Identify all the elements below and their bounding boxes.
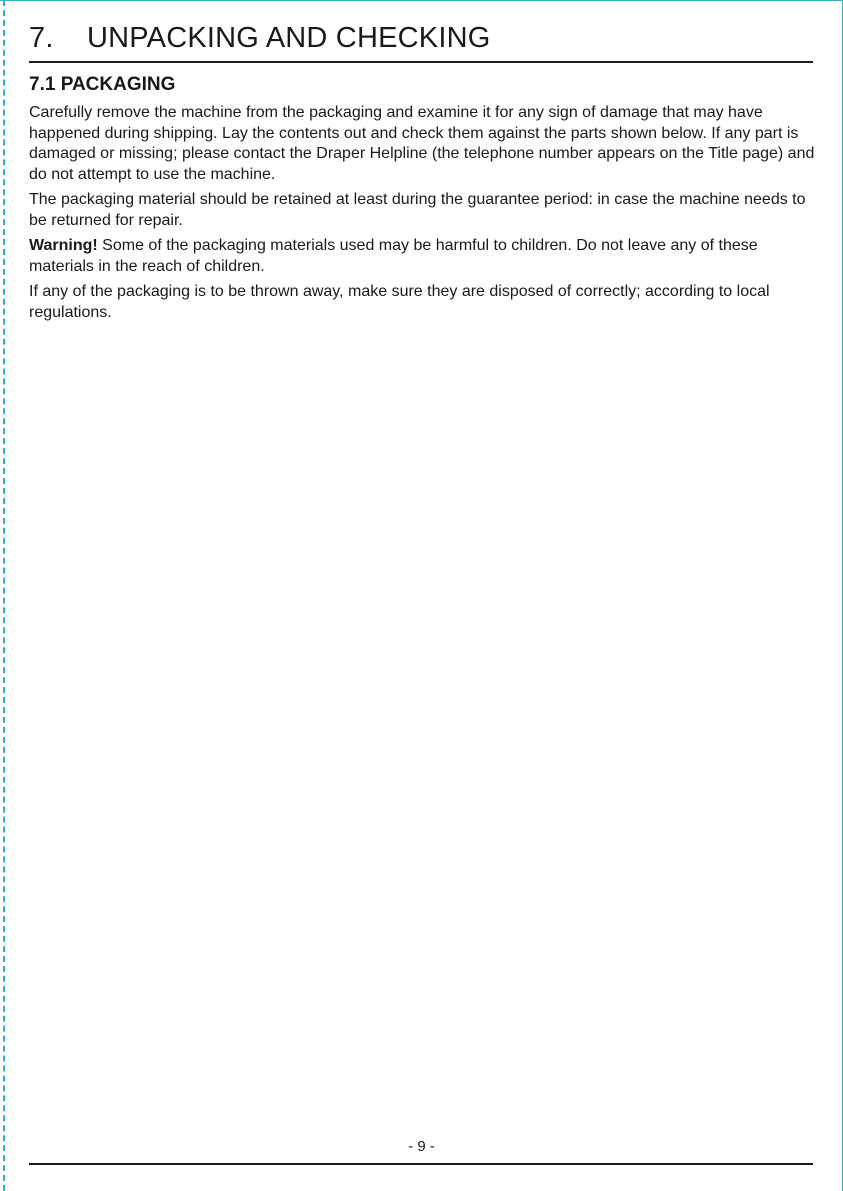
paragraph-inspection: Carefully remove the machine from the packaging and examine it for any sign of damage that may have happened during shipping. Lay the contents out and check them against the parts shown below. If any part is damaged or missing; please contact the Draper Helpline (the telephone number appears on the Title page) and do not attempt to use the machine.	[29, 104, 815, 183]
warning-paragraph	[29, 236, 819, 277]
paragraph-retention: The packaging material should be retained at least during the guarantee period: in case the machine needs to be returned for repair.	[29, 191, 806, 229]
warning-label: Warning!	[29, 237, 98, 254]
chapter-title	[29, 22, 490, 55]
footer-divider	[29, 1163, 813, 1165]
section-body	[29, 103, 819, 328]
warning-text: Some of the packaging materials used may be harmful to children. Do not leave any of these materials in the reach of children.	[29, 237, 758, 275]
chapter-number: 7.	[29, 22, 54, 54]
section-heading: 7.1 PACKAGING	[29, 74, 176, 95]
chapter-title-text: UNPACKING AND CHECKING	[87, 22, 491, 54]
page-top-edge	[0, 0, 843, 1]
title-divider	[29, 61, 813, 63]
page-number: - 9 -	[408, 1138, 435, 1155]
paragraph-disposal: If any of the packaging is to be thrown away, make sure they are disposed of correctly; according to local regulations.	[29, 283, 770, 321]
binding-cut-line	[3, 0, 5, 1191]
